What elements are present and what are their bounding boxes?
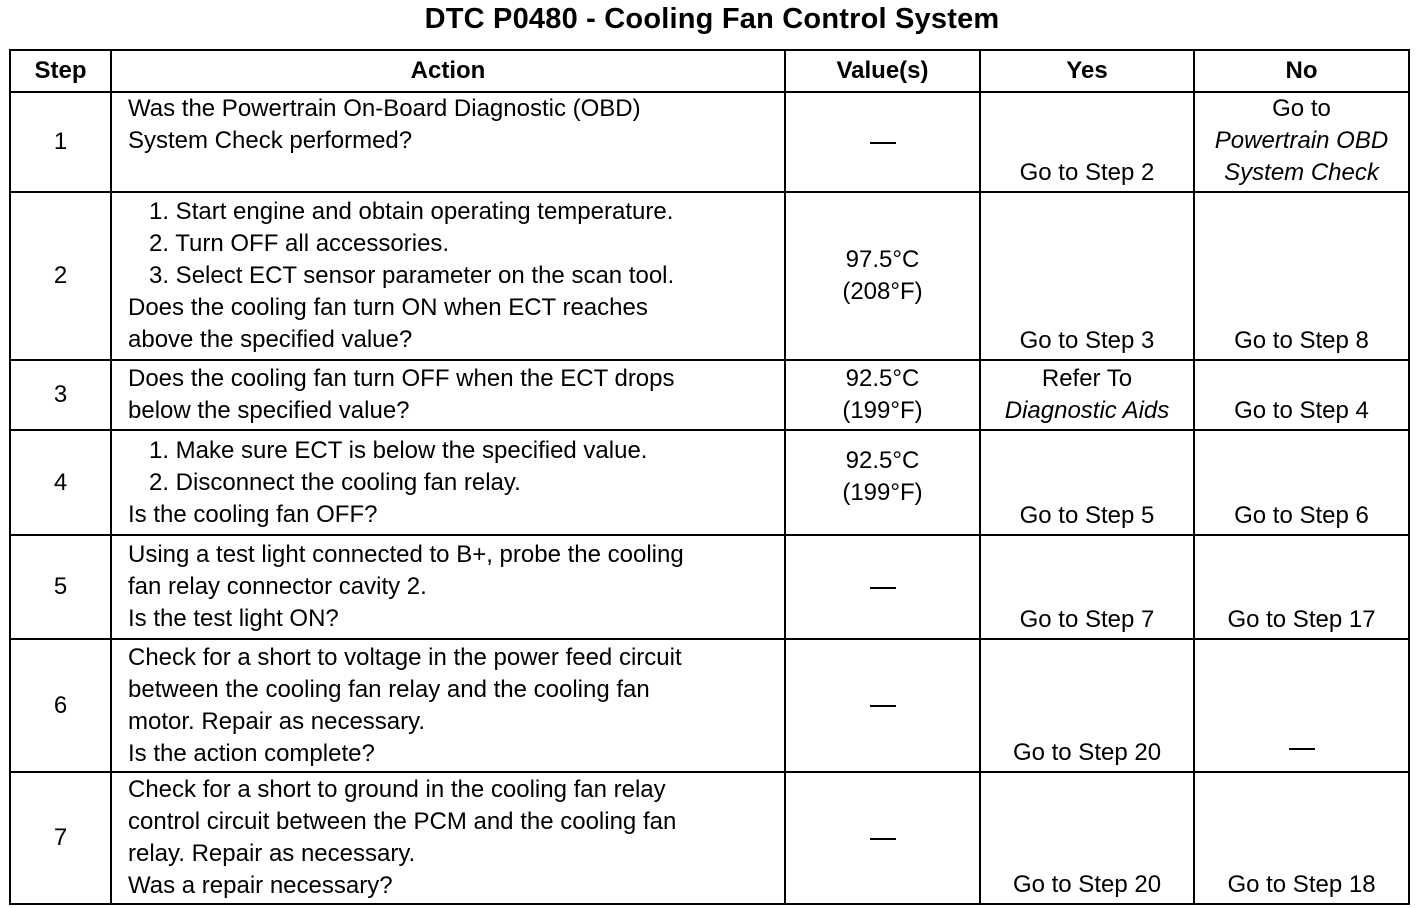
- no-cell: [1194, 92, 1409, 192]
- action-line: relay. Repair as necessary.: [128, 840, 416, 867]
- yes-cell: Go to Step 7: [980, 535, 1194, 639]
- diagnostic-table-container: [9, 49, 1408, 898]
- table-row: [10, 535, 1409, 639]
- value-cell: [785, 535, 980, 639]
- header-step: Step: [10, 50, 111, 92]
- action-line: Check for a short to voltage in the power feed circuit: [128, 643, 682, 671]
- action-line: Is the cooling fan OFF?: [128, 500, 378, 528]
- no-link: Powertrain OBD: [1214, 127, 1389, 154]
- value-cell: [785, 92, 980, 192]
- action-line: Is the test light ON?: [128, 605, 339, 632]
- action-cell: [111, 360, 785, 430]
- action-list-item: 2. Disconnect the cooling fan relay.: [149, 468, 521, 496]
- table-row: [10, 360, 1409, 430]
- value-fahrenheit: (199°F): [842, 397, 923, 424]
- yes-cell: Go to Step 20: [980, 772, 1194, 904]
- no-cell: [1194, 639, 1409, 772]
- dash-mark: [870, 587, 896, 589]
- value-fahrenheit: (208°F): [842, 278, 923, 305]
- action-list-item: 3. Select ECT sensor parameter on the scan tool.: [149, 262, 675, 289]
- no-cell: Go to Step 4: [1194, 360, 1409, 430]
- value-celsius: 92.5°C: [845, 447, 920, 474]
- action-cell: [111, 430, 785, 535]
- action-line: control circuit between the PCM and the cooling fan: [128, 808, 677, 835]
- yes-cell: [980, 360, 1194, 430]
- action-cell: [111, 639, 785, 772]
- value-celsius: 97.5°C: [845, 246, 920, 273]
- action-line: System Check performed?: [128, 127, 413, 154]
- step-number: 2: [10, 192, 111, 360]
- value-cell: [785, 772, 980, 904]
- action-line: above the specified value?: [128, 326, 413, 353]
- step-number: 5: [10, 535, 111, 639]
- yes-link: Diagnostic Aids: [1004, 397, 1170, 424]
- no-prefix: Go to: [1272, 95, 1331, 122]
- table-row: [10, 430, 1409, 535]
- yes-cell: Go to Step 5: [980, 430, 1194, 535]
- step-number: 1: [10, 92, 111, 192]
- dash-mark: [870, 838, 896, 840]
- dash-mark: [870, 142, 896, 144]
- step-number: 4: [10, 430, 111, 535]
- header-value: Value(s): [785, 50, 980, 92]
- value-cell: [785, 192, 980, 360]
- action-list-item: 2. Turn OFF all accessories.: [149, 230, 450, 257]
- header-no: No: [1194, 50, 1409, 92]
- table-row: [10, 772, 1409, 904]
- step-number: 6: [10, 639, 111, 772]
- action-list-item: 1. Make sure ECT is below the specified value.: [149, 436, 648, 464]
- dash-mark: [1289, 748, 1315, 750]
- no-link: System Check: [1224, 159, 1379, 186]
- action-cell: [111, 92, 785, 192]
- value-cell: [785, 639, 980, 772]
- action-line: Was the Powertrain On-Board Diagnostic (OBD): [128, 95, 641, 122]
- header-row: [10, 50, 1409, 92]
- action-line: between the cooling fan relay and the cooling fan: [128, 675, 650, 703]
- yes-cell: Go to Step 20: [980, 639, 1194, 772]
- action-list-item: 1. Start engine and obtain operating temperature.: [149, 198, 674, 225]
- value-cell: [785, 430, 980, 535]
- header-action: Action: [111, 50, 785, 92]
- yes-cell: Go to Step 2: [980, 92, 1194, 192]
- yes-cell: Go to Step 3: [980, 192, 1194, 360]
- action-line: Does the cooling fan turn ON when ECT reaches: [128, 294, 648, 321]
- action-line: fan relay connector cavity 2.: [128, 573, 427, 600]
- action-line: Was a repair necessary?: [128, 872, 393, 899]
- no-cell: Go to Step 18: [1194, 772, 1409, 904]
- diagnostic-table: [9, 49, 1410, 905]
- action-line: Using a test light connected to B+, probe the cooling: [128, 541, 684, 568]
- action-line: motor. Repair as necessary.: [128, 707, 426, 735]
- step-number: 3: [10, 360, 111, 430]
- action-cell: [111, 772, 785, 904]
- action-line: Is the action complete?: [128, 739, 375, 767]
- action-line: Check for a short to ground in the cooling fan relay: [128, 776, 666, 803]
- no-cell: Go to Step 6: [1194, 430, 1409, 535]
- value-celsius: 92.5°C: [845, 365, 920, 392]
- table-row: [10, 192, 1409, 360]
- action-cell: [111, 535, 785, 639]
- step-number: 7: [10, 772, 111, 904]
- page-title: DTC P0480 - Cooling Fan Control System: [424, 3, 1000, 35]
- yes-prefix: Refer To: [1041, 365, 1133, 392]
- table-row: [10, 639, 1409, 772]
- action-cell: [111, 192, 785, 360]
- action-line: Does the cooling fan turn OFF when the ECT drops: [128, 365, 675, 392]
- header-yes: Yes: [980, 50, 1194, 92]
- no-cell: Go to Step 17: [1194, 535, 1409, 639]
- table-row: [10, 92, 1409, 192]
- action-line: below the specified value?: [128, 397, 410, 424]
- value-fahrenheit: (199°F): [842, 479, 923, 506]
- no-cell: Go to Step 8: [1194, 192, 1409, 360]
- dash-mark: [870, 705, 896, 707]
- value-cell: [785, 360, 980, 430]
